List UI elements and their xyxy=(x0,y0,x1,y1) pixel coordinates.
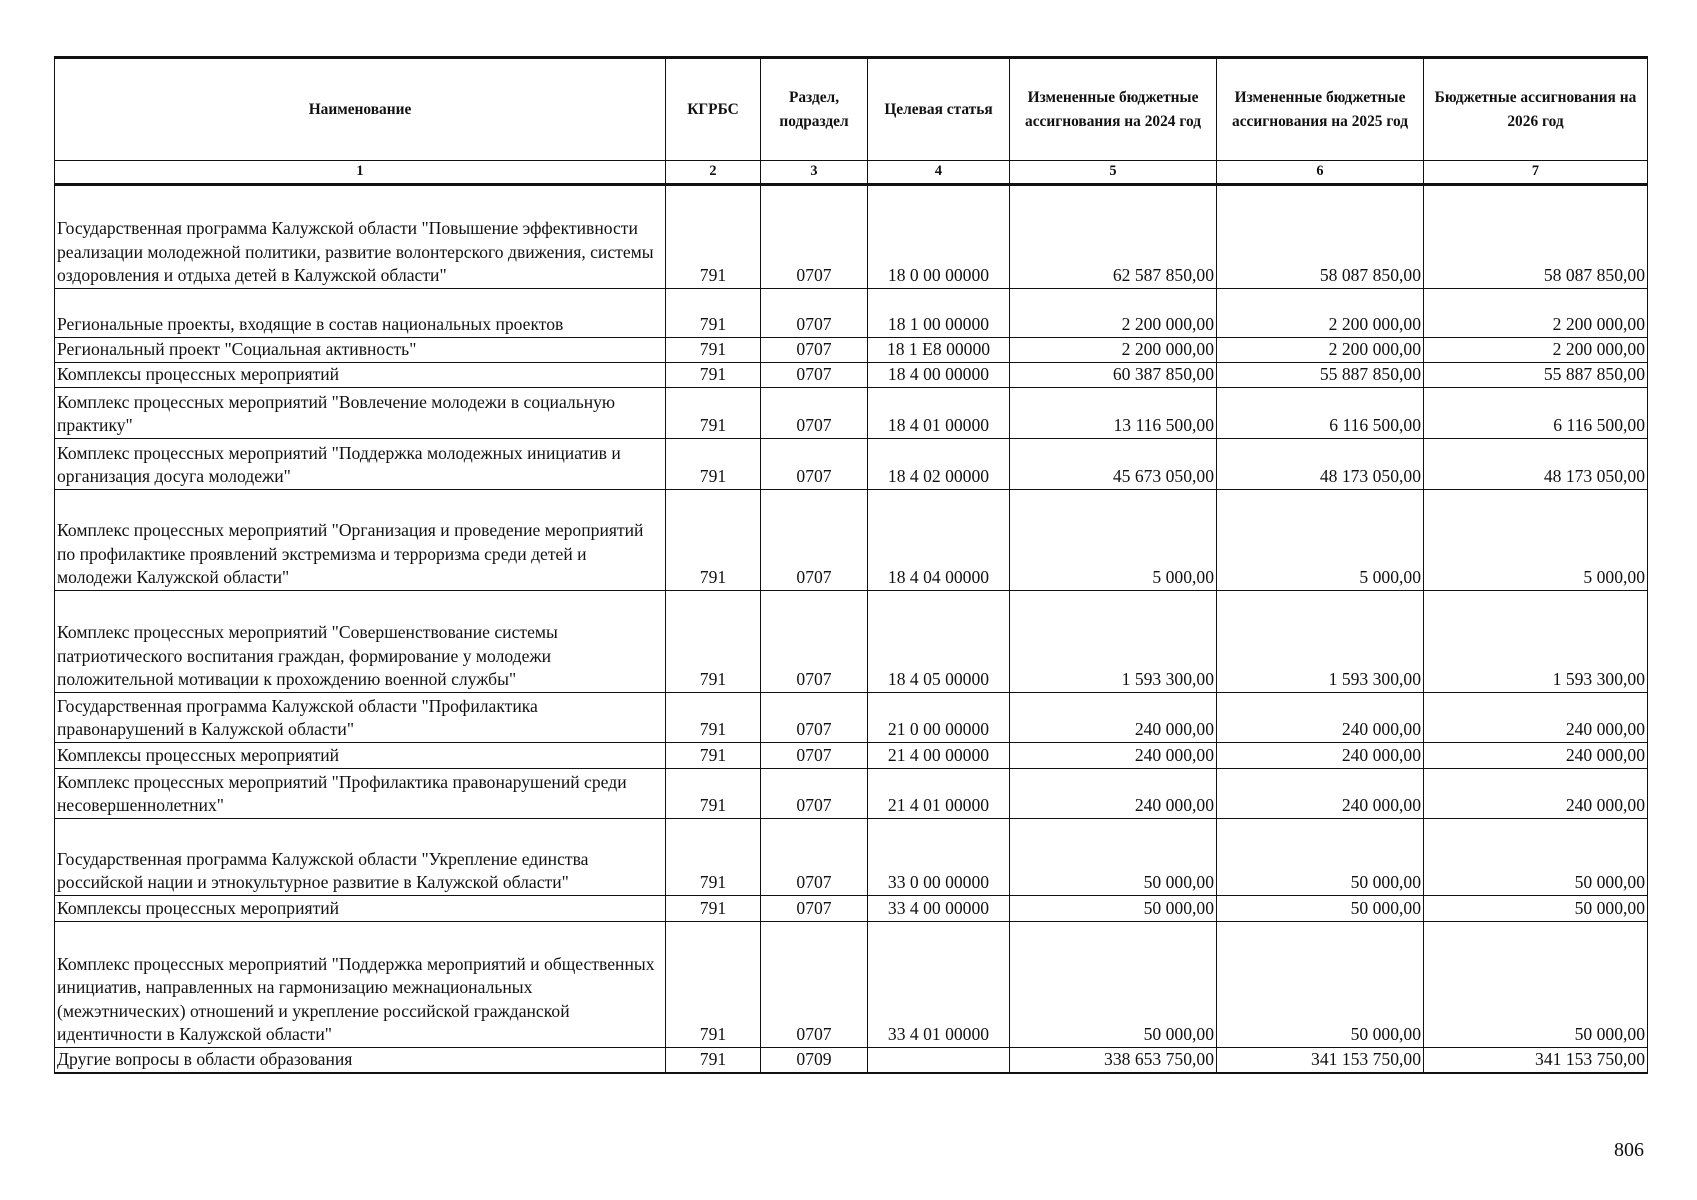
row-2025: 2 200 000,00 xyxy=(1217,289,1424,338)
row-2024: 1 593 300,00 xyxy=(1010,591,1217,693)
column-number: 7 xyxy=(1424,161,1648,185)
header-section: Раздел, подраздел xyxy=(761,58,868,161)
column-number: 5 xyxy=(1010,161,1217,185)
table-row xyxy=(55,591,1648,693)
row-section: 0707 xyxy=(761,819,868,896)
table-row xyxy=(55,388,1648,439)
row-2026: 240 000,00 xyxy=(1424,769,1648,819)
row-kgrbs: 791 xyxy=(666,363,761,388)
row-target: 18 4 02 00000 xyxy=(868,439,1010,490)
row-section: 0707 xyxy=(761,922,868,1048)
row-2026: 58 087 850,00 xyxy=(1424,185,1648,289)
row-name: Другие вопросы в области образования xyxy=(55,1048,666,1073)
row-2025: 48 173 050,00 xyxy=(1217,439,1424,490)
table-row xyxy=(55,185,1648,289)
row-section: 0707 xyxy=(761,363,868,388)
row-2025: 50 000,00 xyxy=(1217,819,1424,896)
table-row xyxy=(55,819,1648,896)
row-target: 18 4 01 00000 xyxy=(868,388,1010,439)
row-target: 21 0 00 00000 xyxy=(868,693,1010,743)
row-name: Комплекс процессных мероприятий "Совершенствование системы патриотического воспитания граждан, формирование у молодежи положительной мотивации к прохождению военной службы" xyxy=(55,591,666,693)
row-2026: 6 116 500,00 xyxy=(1424,388,1648,439)
header-2024: Измененные бюджетные ассигнования на 2024 год xyxy=(1010,58,1217,161)
row-target: 18 0 00 00000 xyxy=(868,185,1010,289)
row-kgrbs: 791 xyxy=(666,743,761,769)
header-name: Наименование xyxy=(55,58,666,161)
row-2024: 62 587 850,00 xyxy=(1010,185,1217,289)
row-2026: 2 200 000,00 xyxy=(1424,289,1648,338)
row-2024: 338 653 750,00 xyxy=(1010,1048,1217,1073)
row-target: 18 4 05 00000 xyxy=(868,591,1010,693)
row-name: Комплекс процессных мероприятий "Организация и проведение мероприятий по профилактике проявлений экстремизма и терроризма среди детей и молодежи Калужской области" xyxy=(55,490,666,591)
row-2024: 60 387 850,00 xyxy=(1010,363,1217,388)
row-kgrbs: 791 xyxy=(666,439,761,490)
row-target: 18 1 00 00000 xyxy=(868,289,1010,338)
row-2025: 58 087 850,00 xyxy=(1217,185,1424,289)
row-section: 0707 xyxy=(761,693,868,743)
row-section: 0707 xyxy=(761,439,868,490)
table-row xyxy=(55,338,1648,363)
row-section: 0707 xyxy=(761,743,868,769)
row-kgrbs: 791 xyxy=(666,693,761,743)
table-row xyxy=(55,289,1648,338)
row-2026: 50 000,00 xyxy=(1424,922,1648,1048)
row-name: Государственная программа Калужской области "Повышение эффективности реализации молодежной политики, развитие волонтерского движения, системы оздоровления и отдыха детей в Калужской области" xyxy=(55,185,666,289)
row-2025: 50 000,00 xyxy=(1217,922,1424,1048)
table-row xyxy=(55,896,1648,922)
row-2026: 341 153 750,00 xyxy=(1424,1048,1648,1073)
column-number: 1 xyxy=(55,161,666,185)
row-2026: 240 000,00 xyxy=(1424,693,1648,743)
row-2025: 240 000,00 xyxy=(1217,769,1424,819)
row-2024: 2 200 000,00 xyxy=(1010,338,1217,363)
row-target: 18 1 E8 00000 xyxy=(868,338,1010,363)
row-2024: 45 673 050,00 xyxy=(1010,439,1217,490)
row-2026: 2 200 000,00 xyxy=(1424,338,1648,363)
row-name: Комплексы процессных мероприятий xyxy=(55,363,666,388)
row-name: Государственная программа Калужской области "Укрепление единства российской нации и этнокультурное развитие в Калужской области" xyxy=(55,819,666,896)
row-kgrbs: 791 xyxy=(666,922,761,1048)
table-row xyxy=(55,769,1648,819)
row-kgrbs: 791 xyxy=(666,819,761,896)
row-2024: 13 116 500,00 xyxy=(1010,388,1217,439)
row-target: 18 4 00 00000 xyxy=(868,363,1010,388)
row-kgrbs: 791 xyxy=(666,289,761,338)
row-section: 0707 xyxy=(761,769,868,819)
row-section: 0707 xyxy=(761,591,868,693)
row-kgrbs: 791 xyxy=(666,591,761,693)
row-name: Комплекс процессных мероприятий "Вовлечение молодежи в социальную практику" xyxy=(55,388,666,439)
row-name: Региональный проект "Социальная активность" xyxy=(55,338,666,363)
column-number-row xyxy=(55,161,1648,185)
row-name: Комплекс процессных мероприятий "Поддержка мероприятий и общественных инициатив, направленных на гармонизацию межнациональных (межэтнических) отношений и укрепление российской гражданской идентичности в Калужской области" xyxy=(55,922,666,1048)
row-2025: 341 153 750,00 xyxy=(1217,1048,1424,1073)
row-2025: 6 116 500,00 xyxy=(1217,388,1424,439)
row-2024: 2 200 000,00 xyxy=(1010,289,1217,338)
row-2026: 240 000,00 xyxy=(1424,743,1648,769)
row-2025: 5 000,00 xyxy=(1217,490,1424,591)
row-2024: 5 000,00 xyxy=(1010,490,1217,591)
header-row xyxy=(55,58,1648,161)
row-target: 21 4 00 00000 xyxy=(868,743,1010,769)
table-row xyxy=(55,490,1648,591)
column-number: 3 xyxy=(761,161,868,185)
table-row xyxy=(55,922,1648,1048)
row-section: 0707 xyxy=(761,185,868,289)
row-2025: 55 887 850,00 xyxy=(1217,363,1424,388)
row-2026: 48 173 050,00 xyxy=(1424,439,1648,490)
row-kgrbs: 791 xyxy=(666,896,761,922)
column-number: 2 xyxy=(666,161,761,185)
row-2024: 240 000,00 xyxy=(1010,769,1217,819)
row-2026: 55 887 850,00 xyxy=(1424,363,1648,388)
row-section: 0707 xyxy=(761,388,868,439)
row-2025: 240 000,00 xyxy=(1217,693,1424,743)
row-2024: 50 000,00 xyxy=(1010,922,1217,1048)
header-2025: Измененные бюджетные ассигнования на 2025 год xyxy=(1217,58,1424,161)
row-section: 0707 xyxy=(761,896,868,922)
budget-sheet xyxy=(54,56,1647,1074)
row-kgrbs: 791 xyxy=(666,490,761,591)
header-target-article: Целевая статья xyxy=(868,58,1010,161)
row-kgrbs: 791 xyxy=(666,185,761,289)
row-2026: 50 000,00 xyxy=(1424,819,1648,896)
row-2025: 50 000,00 xyxy=(1217,896,1424,922)
row-2025: 1 593 300,00 xyxy=(1217,591,1424,693)
column-number: 6 xyxy=(1217,161,1424,185)
row-kgrbs: 791 xyxy=(666,1048,761,1073)
row-target: 18 4 04 00000 xyxy=(868,490,1010,591)
row-section: 0707 xyxy=(761,490,868,591)
row-2026: 5 000,00 xyxy=(1424,490,1648,591)
row-2024: 240 000,00 xyxy=(1010,743,1217,769)
table-row xyxy=(55,693,1648,743)
budget-table xyxy=(54,56,1648,1074)
column-number: 4 xyxy=(868,161,1010,185)
row-2024: 240 000,00 xyxy=(1010,693,1217,743)
row-target: 33 0 00 00000 xyxy=(868,819,1010,896)
header-2026: Бюджетные ассигнования на 2026 год xyxy=(1424,58,1648,161)
row-2026: 1 593 300,00 xyxy=(1424,591,1648,693)
row-section: 0707 xyxy=(761,289,868,338)
row-target: 33 4 01 00000 xyxy=(868,922,1010,1048)
row-section: 0707 xyxy=(761,338,868,363)
row-kgrbs: 791 xyxy=(666,388,761,439)
table-row xyxy=(55,363,1648,388)
row-name: Комплекс процессных мероприятий "Профилактика правонарушений среди несовершеннолетних" xyxy=(55,769,666,819)
row-2025: 240 000,00 xyxy=(1217,743,1424,769)
row-target: 21 4 01 00000 xyxy=(868,769,1010,819)
row-name: Комплексы процессных мероприятий xyxy=(55,896,666,922)
row-name: Региональные проекты, входящие в состав национальных проектов xyxy=(55,289,666,338)
table-row xyxy=(55,439,1648,490)
row-name: Комплексы процессных мероприятий xyxy=(55,743,666,769)
row-section: 0709 xyxy=(761,1048,868,1073)
row-target xyxy=(868,1048,1010,1073)
row-2025: 2 200 000,00 xyxy=(1217,338,1424,363)
row-2024: 50 000,00 xyxy=(1010,896,1217,922)
row-2026: 50 000,00 xyxy=(1424,896,1648,922)
row-kgrbs: 791 xyxy=(666,338,761,363)
row-kgrbs: 791 xyxy=(666,769,761,819)
header-kgrbs: КГРБС xyxy=(666,58,761,161)
row-name: Комплекс процессных мероприятий "Поддержка молодежных инициатив и организация досуга молодежи" xyxy=(55,439,666,490)
row-2024: 50 000,00 xyxy=(1010,819,1217,896)
table-row xyxy=(55,1048,1648,1073)
table-row xyxy=(55,743,1648,769)
row-target: 33 4 00 00000 xyxy=(868,896,1010,922)
page-number: 806 xyxy=(1614,1139,1644,1161)
row-name: Государственная программа Калужской области "Профилактика правонарушений в Калужской области" xyxy=(55,693,666,743)
